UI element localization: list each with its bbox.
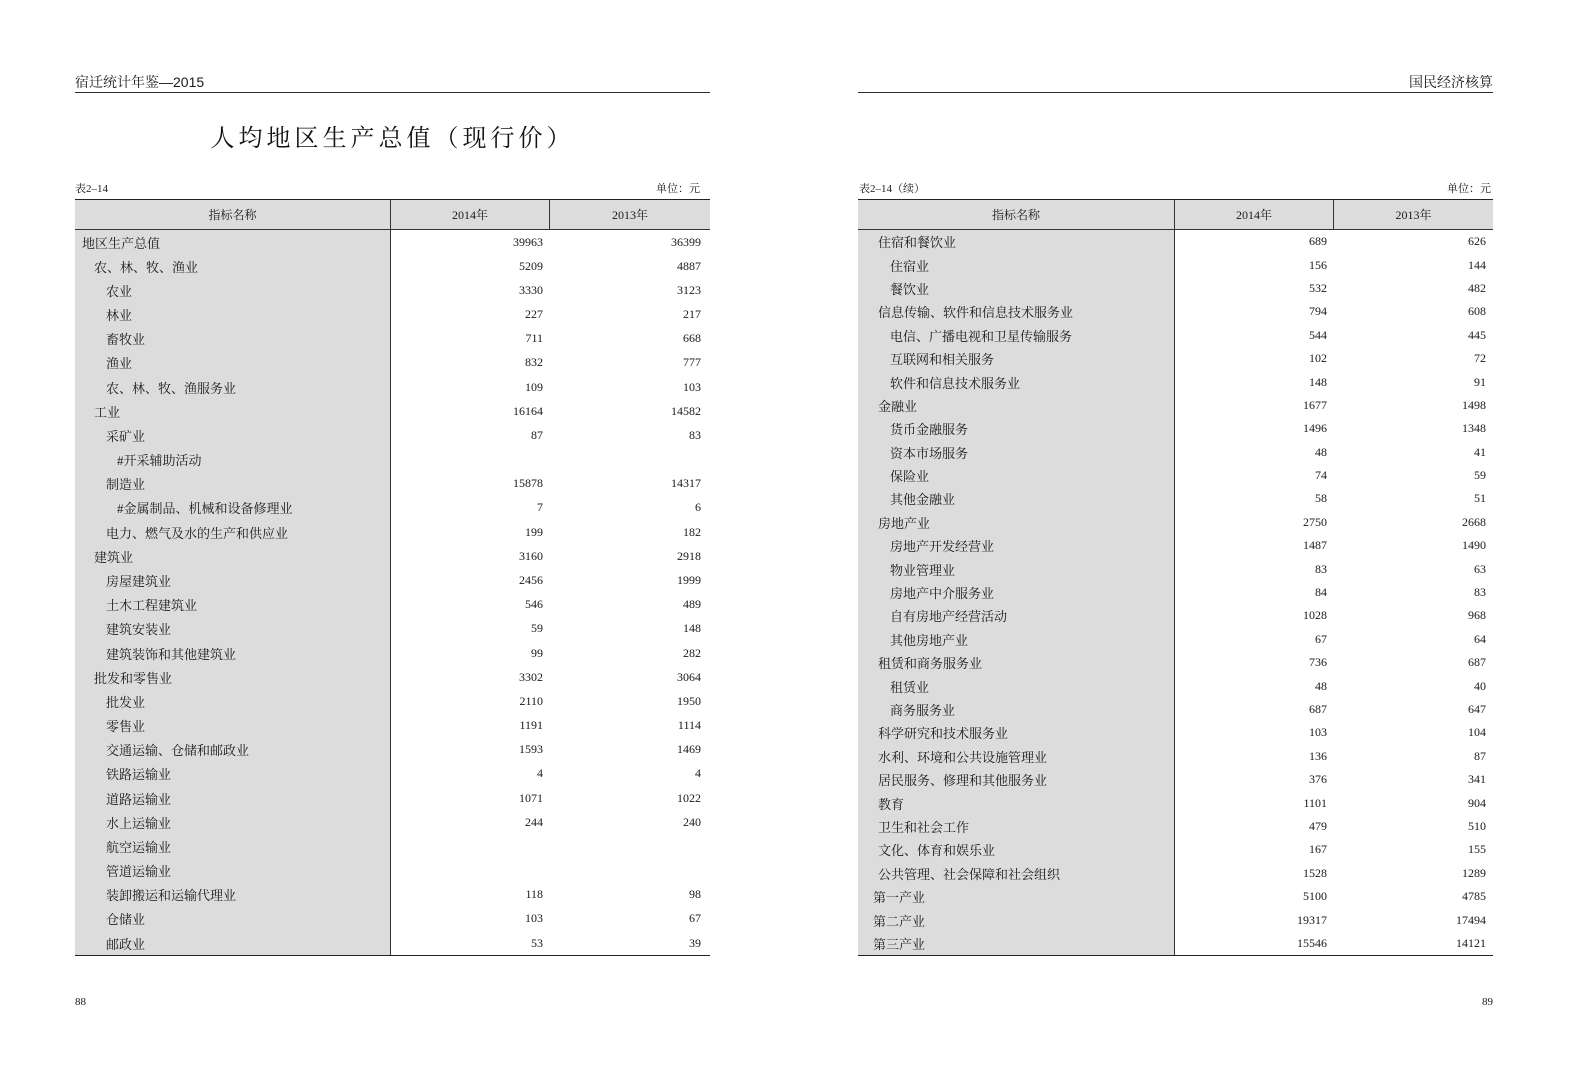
row-value-2014: 103 [525, 911, 543, 926]
table-row [858, 768, 1493, 791]
row-value-2014: 15878 [513, 476, 543, 491]
table-body [858, 230, 1493, 955]
table-row [858, 698, 1493, 721]
table-row [858, 838, 1493, 861]
table-row [858, 862, 1493, 885]
row-value-2014: 58 [1315, 491, 1327, 506]
row-label: 科学研究和技术服务业 [858, 721, 1175, 744]
row-value-2014: 199 [525, 524, 543, 539]
row-label: 信息传输、软件和信息技术服务业 [858, 300, 1175, 323]
row-label: 采矿业 [75, 423, 391, 447]
row-value-2013: 83 [689, 427, 701, 442]
row-label: 保险业 [858, 464, 1175, 487]
row-value-2014: 736 [1309, 655, 1327, 670]
row-value-2014: 1028 [1303, 608, 1327, 623]
row-value-2013: 510 [1468, 818, 1486, 833]
table-label: 表2–14 [75, 183, 108, 195]
row-label: 自有房地产经营活动 [858, 604, 1175, 627]
row-label: 居民服务、修理和其他服务业 [858, 768, 1175, 791]
running-header: 宿迁统计年鉴—2015 [75, 74, 205, 90]
row-value-2014: 1191 [519, 718, 543, 733]
row-value-2014: 227 [525, 307, 543, 322]
table-row [75, 617, 710, 641]
table-row [75, 448, 710, 472]
row-value-2013: 98 [689, 887, 701, 902]
row-value-2014: 544 [1309, 327, 1327, 342]
table-row [75, 399, 710, 423]
row-label: 房地产业 [858, 511, 1175, 534]
row-label: 物业管理业 [858, 557, 1175, 580]
table-row [858, 370, 1493, 393]
row-value-2014: 3160 [519, 548, 543, 563]
row-label: 工业 [75, 399, 391, 423]
table-row [75, 858, 710, 882]
row-label: 批发和零售业 [75, 665, 391, 689]
row-value-2014: 832 [525, 355, 543, 370]
row-label: 住宿和餐饮业 [858, 230, 1175, 253]
row-value-2013: 668 [683, 331, 701, 346]
row-label: 租赁业 [858, 674, 1175, 697]
running-header: 国民经济核算 [1409, 74, 1493, 90]
row-value-2013: 83 [1474, 585, 1486, 600]
row-label: 建筑安装业 [75, 617, 391, 641]
table-row [858, 230, 1493, 253]
row-label: 教育 [858, 791, 1175, 814]
row-value-2014: 167 [1309, 842, 1327, 857]
row-value-2013: 647 [1468, 702, 1486, 716]
row-label: 交通运输、仓储和邮政业 [75, 738, 391, 762]
row-label: 土木工程建筑业 [75, 593, 391, 617]
table-row [75, 907, 710, 931]
row-value-2014: 687 [1309, 702, 1327, 716]
row-value-2013: 103 [683, 379, 701, 394]
table-row [75, 496, 710, 520]
row-value-2014: 156 [1309, 257, 1327, 272]
row-label: 软件和信息技术服务业 [858, 370, 1175, 393]
table-row [75, 375, 710, 399]
table-row [75, 327, 710, 351]
row-value-2013: 104 [1468, 725, 1486, 740]
table-row [858, 815, 1493, 838]
row-value-2014: 5209 [519, 258, 543, 273]
data-table [75, 199, 710, 956]
row-value-2014: 1677 [1303, 397, 1327, 412]
row-value-2013: 4887 [677, 258, 701, 273]
row-label: 零售业 [75, 713, 391, 737]
row-label: 航空运输业 [75, 834, 391, 858]
row-value-2014: 5100 [1303, 889, 1327, 904]
row-value-2014: 16164 [513, 403, 543, 418]
row-value-2014: 1496 [1303, 421, 1327, 436]
row-value-2013: 182 [683, 524, 701, 539]
row-label: #金属制品、机械和设备修理业 [75, 496, 391, 520]
row-value-2013: 14121 [1456, 935, 1486, 950]
header-cell-indicator: 指标名称 [75, 200, 391, 229]
row-value-2014: 1487 [1303, 538, 1327, 553]
row-label: 租赁和商务服务业 [858, 651, 1175, 674]
row-label: 餐饮业 [858, 277, 1175, 300]
table-row [858, 487, 1493, 510]
row-label: 道路运输业 [75, 786, 391, 810]
row-value-2013: 687 [1468, 655, 1486, 670]
row-value-2014: 84 [1315, 585, 1327, 600]
row-label: 农业 [75, 278, 391, 302]
row-value-2014: 99 [531, 645, 543, 660]
row-value-2013: 40 [1474, 678, 1486, 693]
row-value-2013: 63 [1474, 561, 1486, 576]
row-value-2014: 1071 [519, 790, 543, 805]
row-value-2014: 244 [525, 814, 543, 829]
table-row [75, 641, 710, 665]
table-row [75, 834, 710, 858]
row-value-2013: 1348 [1462, 421, 1486, 436]
row-label: 资本市场服务 [858, 441, 1175, 464]
row-label: 商务服务业 [858, 698, 1175, 721]
row-value-2013: 6 [695, 500, 701, 515]
row-value-2014: 48 [1315, 678, 1327, 693]
row-value-2013: 1999 [677, 572, 701, 587]
row-label: 装卸搬运和运输代理业 [75, 883, 391, 907]
row-value-2013: 148 [683, 621, 701, 636]
row-value-2013: 87 [1474, 748, 1486, 763]
row-value-2013: 341 [1468, 772, 1486, 787]
table-row [75, 423, 710, 447]
row-value-2014: 3302 [519, 669, 543, 684]
table-row [858, 721, 1493, 744]
row-value-2013: 904 [1468, 795, 1486, 810]
row-value-2014: 532 [1309, 280, 1327, 295]
row-label: 建筑业 [75, 544, 391, 568]
row-value-2013 [550, 858, 710, 882]
table-row [858, 277, 1493, 300]
row-value-2013: 64 [1474, 631, 1486, 646]
row-value-2014: 67 [1315, 631, 1327, 646]
row-value-2013: 36399 [671, 234, 701, 249]
table-row [858, 674, 1493, 697]
table-row [75, 520, 710, 544]
table-row [75, 593, 710, 617]
row-label: 铁路运输业 [75, 762, 391, 786]
row-value-2013: 482 [1468, 280, 1486, 295]
header-cell-indicator: 指标名称 [858, 200, 1175, 229]
row-value-2014: 1593 [519, 742, 543, 757]
row-label: 第三产业 [858, 932, 1175, 955]
header-rule [75, 92, 710, 93]
row-value-2014: 4 [537, 766, 543, 781]
table-row [858, 745, 1493, 768]
row-label: 第一产业 [858, 885, 1175, 908]
row-label: 建筑装饰和其他建筑业 [75, 641, 391, 665]
row-label: 渔业 [75, 351, 391, 375]
table-row [858, 885, 1493, 908]
table-row [858, 628, 1493, 651]
row-value-2013: 626 [1468, 234, 1486, 249]
row-label: 房屋建筑业 [75, 568, 391, 592]
row-value-2013: 1289 [1462, 865, 1486, 880]
row-value-2014: 2750 [1303, 514, 1327, 529]
row-value-2013: 777 [683, 355, 701, 370]
row-label: 货币金融服务 [858, 417, 1175, 440]
row-label: 其他金融业 [858, 487, 1175, 510]
row-label: 房地产中介服务业 [858, 581, 1175, 604]
row-value-2014: 15546 [1297, 935, 1327, 950]
table-row [75, 472, 710, 496]
row-value-2013: 72 [1474, 351, 1486, 366]
row-value-2014: 39963 [513, 234, 543, 249]
table-row [75, 665, 710, 689]
page-number: 88 [75, 996, 86, 1008]
table-row [75, 762, 710, 786]
table-row [75, 738, 710, 762]
row-value-2013: 2918 [677, 548, 701, 563]
table-row [858, 932, 1493, 955]
row-value-2014: 19317 [1297, 912, 1327, 927]
row-value-2013: 2668 [1462, 514, 1486, 529]
row-value-2013 [550, 448, 710, 472]
row-label: 互联网和相关服务 [858, 347, 1175, 370]
header-cell-2014: 2014年 [1175, 200, 1334, 229]
row-label: 住宿业 [858, 253, 1175, 276]
header-rule [858, 92, 1493, 93]
row-value-2014: 794 [1309, 304, 1327, 319]
table-row [858, 347, 1493, 370]
unit-label: 单位：元 [1447, 183, 1491, 195]
table-row [75, 351, 710, 375]
row-value-2014: 87 [531, 427, 543, 442]
row-value-2014 [391, 834, 550, 858]
table-row [858, 300, 1493, 323]
row-value-2014 [391, 858, 550, 882]
row-label: 邮政业 [75, 931, 391, 955]
row-label: 地区生产总值 [75, 230, 391, 254]
row-value-2014: 1101 [1303, 795, 1327, 810]
row-value-2014: 103 [1309, 725, 1327, 740]
table-header [858, 200, 1493, 230]
row-value-2014: 109 [525, 379, 543, 394]
row-value-2013: 91 [1474, 374, 1486, 389]
row-value-2014: 376 [1309, 772, 1327, 787]
row-value-2014: 118 [525, 887, 543, 902]
row-value-2013: 4785 [1462, 889, 1486, 904]
row-value-2014: 546 [525, 597, 543, 612]
row-value-2013: 4 [695, 766, 701, 781]
table-row [858, 464, 1493, 487]
table-row [858, 534, 1493, 557]
row-label: 农、林、牧、渔服务业 [75, 375, 391, 399]
page-number: 89 [1482, 996, 1493, 1008]
row-value-2013: 1469 [677, 742, 701, 757]
row-value-2013: 3123 [677, 282, 701, 297]
row-label: 公共管理、社会保障和社会组织 [858, 862, 1175, 885]
data-table [858, 199, 1493, 956]
header-cell-2014: 2014年 [391, 200, 550, 229]
row-value-2013: 59 [1474, 468, 1486, 483]
row-value-2014 [391, 448, 550, 472]
row-value-2013: 144 [1468, 257, 1486, 272]
row-value-2013: 51 [1474, 491, 1486, 506]
table-row [75, 278, 710, 302]
table-row [75, 303, 710, 327]
row-value-2013: 17494 [1456, 912, 1486, 927]
table-row [858, 651, 1493, 674]
row-value-2013: 41 [1474, 444, 1486, 459]
row-value-2013: 240 [683, 814, 701, 829]
table-row [858, 511, 1493, 534]
table-row [75, 689, 710, 713]
row-value-2013: 1498 [1462, 397, 1486, 412]
row-label: 文化、体育和娱乐业 [858, 838, 1175, 861]
row-value-2013: 14317 [671, 476, 701, 491]
row-value-2013: 14582 [671, 403, 701, 418]
table-label: 表2–14（续） [859, 183, 925, 195]
row-value-2013: 282 [683, 645, 701, 660]
row-label: 仓储业 [75, 907, 391, 931]
table-row [858, 581, 1493, 604]
row-label: 林业 [75, 303, 391, 327]
table-row [75, 883, 710, 907]
row-value-2013: 1114 [677, 718, 701, 733]
table-row [858, 394, 1493, 417]
row-value-2014: 53 [531, 935, 543, 950]
row-label: 电力、燃气及水的生产和供应业 [75, 520, 391, 544]
row-value-2013: 67 [689, 911, 701, 926]
table-row [75, 931, 710, 955]
row-value-2013: 968 [1468, 608, 1486, 623]
row-value-2014: 102 [1309, 351, 1327, 366]
table-row [858, 253, 1493, 276]
table-row [75, 810, 710, 834]
table-row [75, 544, 710, 568]
row-value-2013: 489 [683, 597, 701, 612]
row-label: 水利、环境和公共设施管理业 [858, 745, 1175, 768]
row-value-2013: 155 [1468, 842, 1486, 857]
row-value-2014: 2110 [519, 693, 543, 708]
row-value-2013: 445 [1468, 327, 1486, 342]
row-label: 畜牧业 [75, 327, 391, 351]
row-value-2013: 3064 [677, 669, 701, 684]
row-value-2013: 217 [683, 307, 701, 322]
row-label: 第二产业 [858, 908, 1175, 931]
row-value-2013: 608 [1468, 304, 1486, 319]
table-row [75, 230, 710, 254]
table-header [75, 200, 710, 230]
row-label: 制造业 [75, 472, 391, 496]
row-value-2014: 3330 [519, 282, 543, 297]
table-row [858, 324, 1493, 347]
row-value-2014: 48 [1315, 444, 1327, 459]
row-label: 金融业 [858, 394, 1175, 417]
table-row [858, 557, 1493, 580]
row-value-2014: 479 [1309, 818, 1327, 833]
row-value-2013: 1022 [677, 790, 701, 805]
row-value-2014: 7 [537, 500, 543, 515]
row-label: 电信、广播电视和卫星传输服务 [858, 324, 1175, 347]
row-label: 批发业 [75, 689, 391, 713]
row-value-2014: 711 [525, 331, 543, 346]
table-row [75, 713, 710, 737]
row-value-2013 [550, 834, 710, 858]
table-body [75, 230, 710, 955]
row-label: 房地产开发经营业 [858, 534, 1175, 557]
table-row [858, 417, 1493, 440]
row-value-2014: 74 [1315, 468, 1327, 483]
row-value-2013: 1490 [1462, 538, 1486, 553]
row-value-2013: 39 [689, 935, 701, 950]
table-row [858, 791, 1493, 814]
table-row [75, 254, 710, 278]
row-value-2014: 2456 [519, 572, 543, 587]
header-cell-2013: 2013年 [1395, 208, 1432, 222]
unit-label: 单位：元 [656, 183, 700, 195]
table-row [858, 908, 1493, 931]
row-label: 卫生和社会工作 [858, 815, 1175, 838]
row-value-2014: 1528 [1303, 865, 1327, 880]
row-label: #开采辅助活动 [75, 448, 391, 472]
table-row [75, 786, 710, 810]
row-label: 管道运输业 [75, 858, 391, 882]
row-value-2014: 136 [1309, 748, 1327, 763]
page-title: 人均地区生产总值（现行价） [210, 125, 575, 152]
table-row [858, 441, 1493, 464]
row-value-2014: 59 [531, 621, 543, 636]
table-row [75, 568, 710, 592]
header-cell-2013: 2013年 [611, 208, 648, 222]
row-value-2014: 83 [1315, 561, 1327, 576]
row-value-2014: 689 [1309, 234, 1327, 249]
row-value-2014: 148 [1309, 374, 1327, 389]
row-label: 水上运输业 [75, 810, 391, 834]
row-value-2013: 1950 [677, 693, 701, 708]
row-label: 农、林、牧、渔业 [75, 254, 391, 278]
table-row [858, 604, 1493, 627]
row-label: 其他房地产业 [858, 628, 1175, 651]
